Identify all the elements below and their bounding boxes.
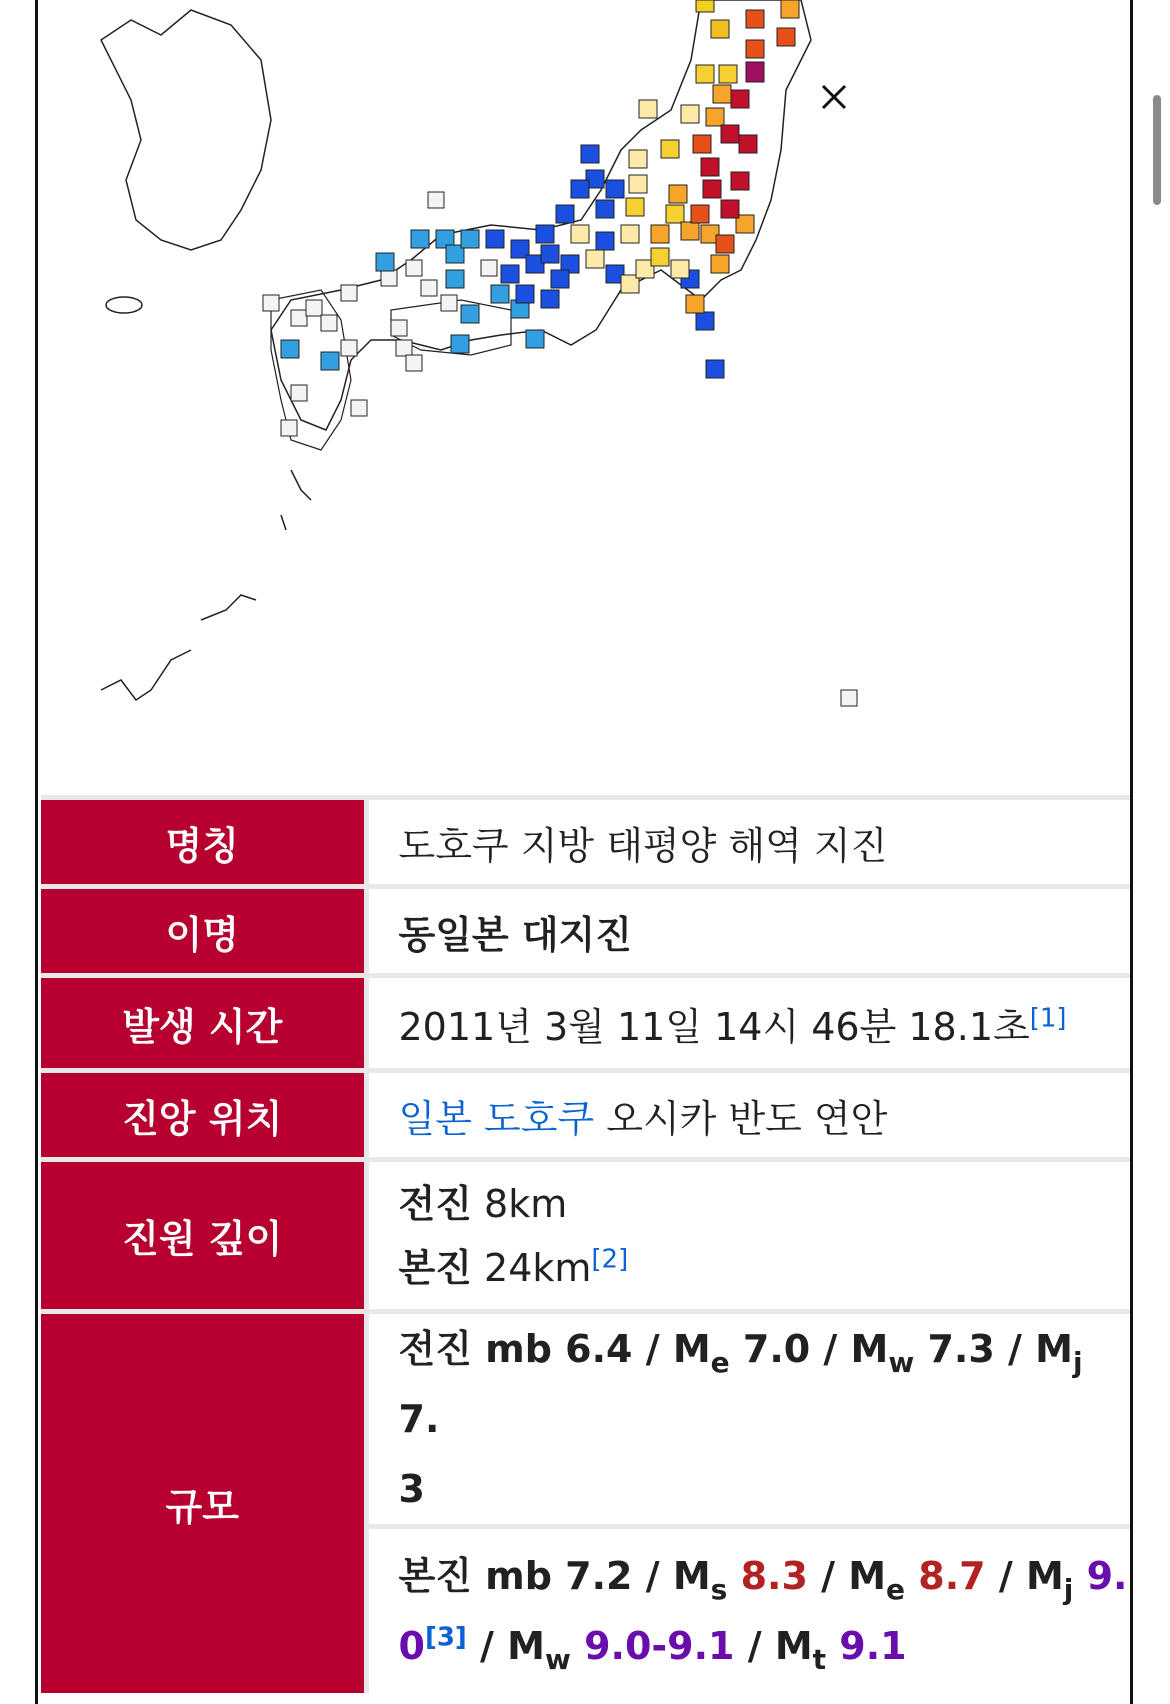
infobox-row-epicenter: [41, 1071, 1130, 1160]
epicenter-text: 오시카 반도 연안: [606, 1096, 888, 1141]
earthquake-infobox: [41, 795, 1130, 1693]
device-frame-left: [0, 0, 38, 1704]
reference-link-2[interactable]: [2]: [591, 1243, 629, 1274]
mag-sub: e: [886, 1572, 906, 1606]
mag-sub: t: [812, 1642, 827, 1676]
mag-value: 9.: [1086, 1553, 1128, 1598]
mag-value: 9.0-9.1: [584, 1623, 735, 1668]
infobox-row-alias: [41, 887, 1130, 976]
mag-text: / M: [466, 1623, 545, 1668]
row-value: [366, 1071, 1130, 1160]
mainshock-label: 본진: [398, 1245, 472, 1290]
mag-text: 본진 mb 7.2 / M: [398, 1553, 711, 1598]
mag-text: / M: [807, 1553, 887, 1598]
foreshock-magnitude: [366, 1312, 1130, 1527]
mag-sub: e: [710, 1346, 730, 1379]
mag-text: 3: [398, 1467, 425, 1511]
mag-value: 8.3: [740, 1553, 808, 1598]
ryukyu-islands: [101, 595, 256, 700]
row-label: 발생 시간: [41, 976, 366, 1071]
reference-link-3[interactable]: [3]: [424, 1622, 467, 1653]
intensity-marker-1: [263, 192, 857, 706]
link-tohoku[interactable]: 도호쿠: [484, 1096, 595, 1141]
mag-text: 전진 mb 6.4 / M: [398, 1327, 711, 1371]
row-label: 명칭: [41, 798, 366, 887]
reference-link-1[interactable]: [1]: [1029, 1002, 1067, 1033]
mag-sub: w: [888, 1346, 915, 1379]
row-value: [366, 1160, 1130, 1312]
mag-value: 9.1: [839, 1623, 907, 1668]
infobox-row-magnitude-fore: [41, 1312, 1130, 1527]
mag-text: 7.: [398, 1397, 440, 1441]
foreshock-label: 전진: [398, 1181, 472, 1226]
mag-text: 7.3 / M: [914, 1327, 1073, 1371]
mag-text: 7.0 / M: [729, 1327, 889, 1371]
scrollbar[interactable]: [1153, 95, 1161, 205]
infobox-row-time: [41, 976, 1130, 1071]
mainshock-depth: 24km: [484, 1245, 592, 1290]
mag-value: 8.7: [918, 1553, 986, 1598]
row-value: [366, 976, 1130, 1071]
row-label: 진앙 위치: [41, 1071, 366, 1160]
device-frame-right: [1130, 0, 1170, 1704]
link-japan[interactable]: 일본: [398, 1096, 472, 1141]
mag-text: / M: [734, 1623, 813, 1668]
mag-text: / M: [985, 1553, 1064, 1598]
infobox-row-depth: [41, 1160, 1130, 1312]
row-value: 도호쿠 지방 태평양 해역 지진: [366, 798, 1130, 887]
intensity-marker-5: [626, 0, 799, 313]
mainshock-magnitude: [366, 1527, 1130, 1693]
time-value: 2011년 3월 11일 14시 46분 18.1초: [398, 1004, 1030, 1049]
izu-islands: [281, 470, 311, 530]
mag-value: 0: [398, 1623, 425, 1668]
korea-outline: [101, 10, 271, 250]
row-label: 규모: [41, 1312, 366, 1693]
row-value: 동일본 대지진: [366, 887, 1130, 976]
jeju-outline: [106, 297, 142, 313]
close-icon: [823, 86, 845, 108]
mag-sub: s: [710, 1572, 728, 1606]
mag-sub: j: [1072, 1346, 1083, 1379]
row-label: 이명: [41, 887, 366, 976]
mag-sub: w: [544, 1642, 571, 1676]
row-label: 진원 깊이: [41, 1160, 366, 1312]
intensity-map: [41, 0, 1130, 795]
foreshock-depth: 8km: [484, 1181, 568, 1226]
infobox-row-name: [41, 798, 1130, 887]
mag-sub: j: [1063, 1572, 1074, 1606]
